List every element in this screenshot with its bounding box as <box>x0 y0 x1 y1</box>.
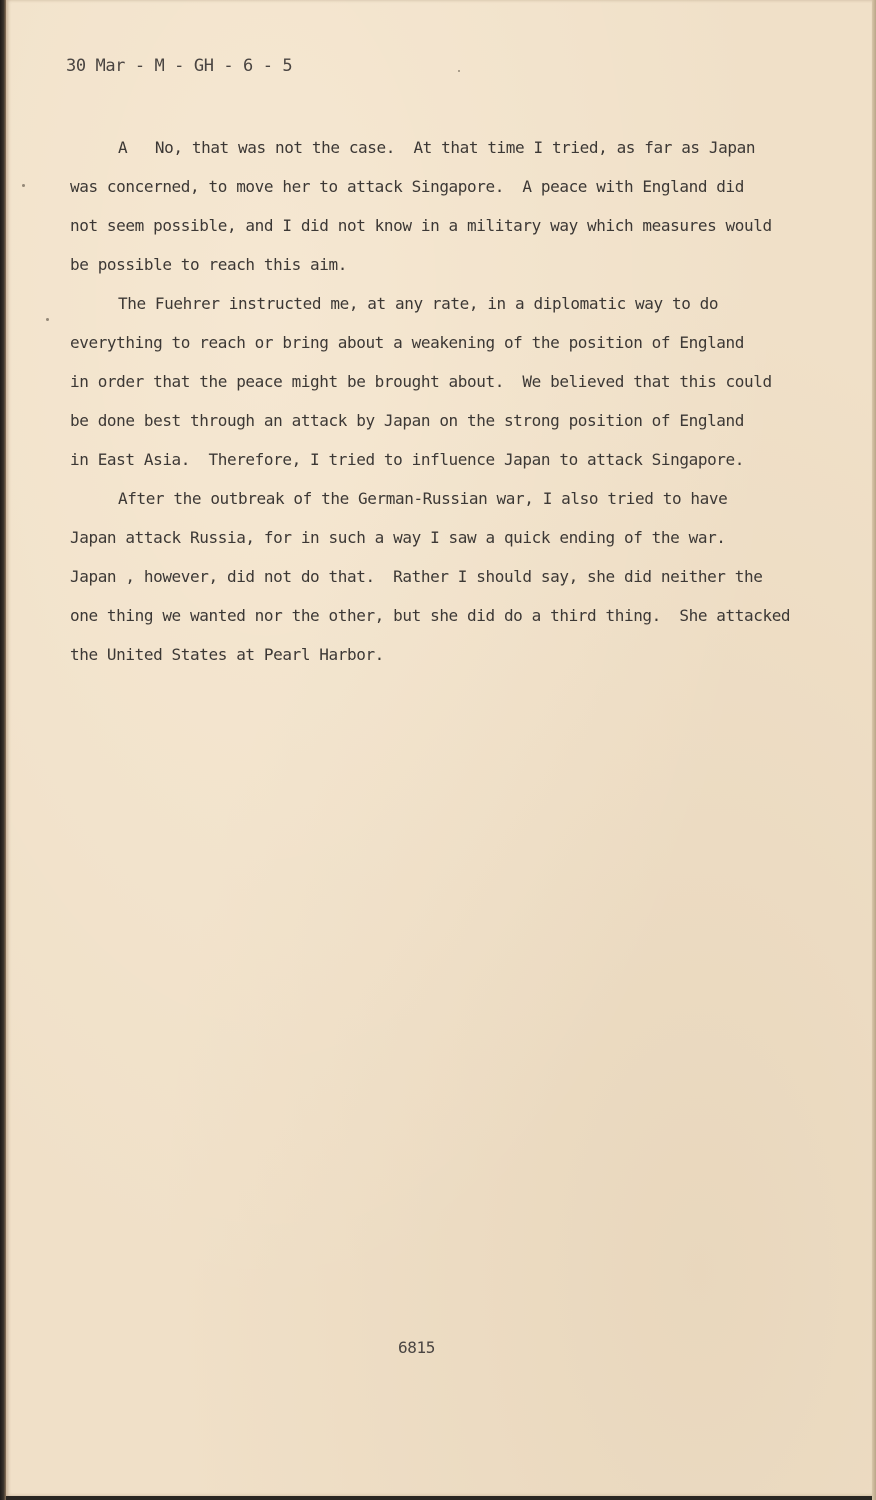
text-line: be possible to reach this aim. <box>70 255 347 274</box>
document-body <box>70 128 830 674</box>
text-line: Japan attack Russia, for in such a way I saw a quick ending of the war. <box>70 528 726 547</box>
text-line: After the outbreak of the German-Russian war, I also tried to have <box>118 489 728 508</box>
page-right-edge <box>872 0 876 1500</box>
paragraph <box>70 479 830 674</box>
text-line: in order that the peace might be brought about. We believed that this could <box>70 372 772 391</box>
document-page <box>6 0 872 1496</box>
text-line: be done best through an attack by Japan on the strong position of England <box>70 411 744 430</box>
text-line: Japan , however, did not do that. Rather I should say, she did neither the <box>70 567 763 586</box>
text-line: The Fuehrer instructed me, at any rate, in a diplomatic way to do <box>118 294 719 313</box>
text-line: not seem possible, and I did not know in a military way which measures would <box>70 216 772 235</box>
page-header: 30 Mar - M - GH - 6 - 5 <box>66 56 293 76</box>
text-line: one thing we wanted nor the other, but she did do a third thing. She attacked <box>70 606 791 625</box>
paper-speck <box>458 70 460 72</box>
page-number: 6815 <box>398 1338 435 1357</box>
paper-speck <box>22 184 25 187</box>
paper-speck <box>46 318 49 321</box>
text-line: was concerned, to move her to attack Singapore. A peace with England did <box>70 177 744 196</box>
text-line: in East Asia. Therefore, I tried to influence Japan to attack Singapore. <box>70 450 744 469</box>
paragraph <box>70 128 830 284</box>
text-line: A No, that was not the case. At that time I tried, as far as Japan <box>118 138 756 157</box>
text-line: the United States at Pearl Harbor. <box>70 645 384 664</box>
text-line: everything to reach or bring about a weakening of the position of England <box>70 333 744 352</box>
paragraph <box>70 284 830 479</box>
